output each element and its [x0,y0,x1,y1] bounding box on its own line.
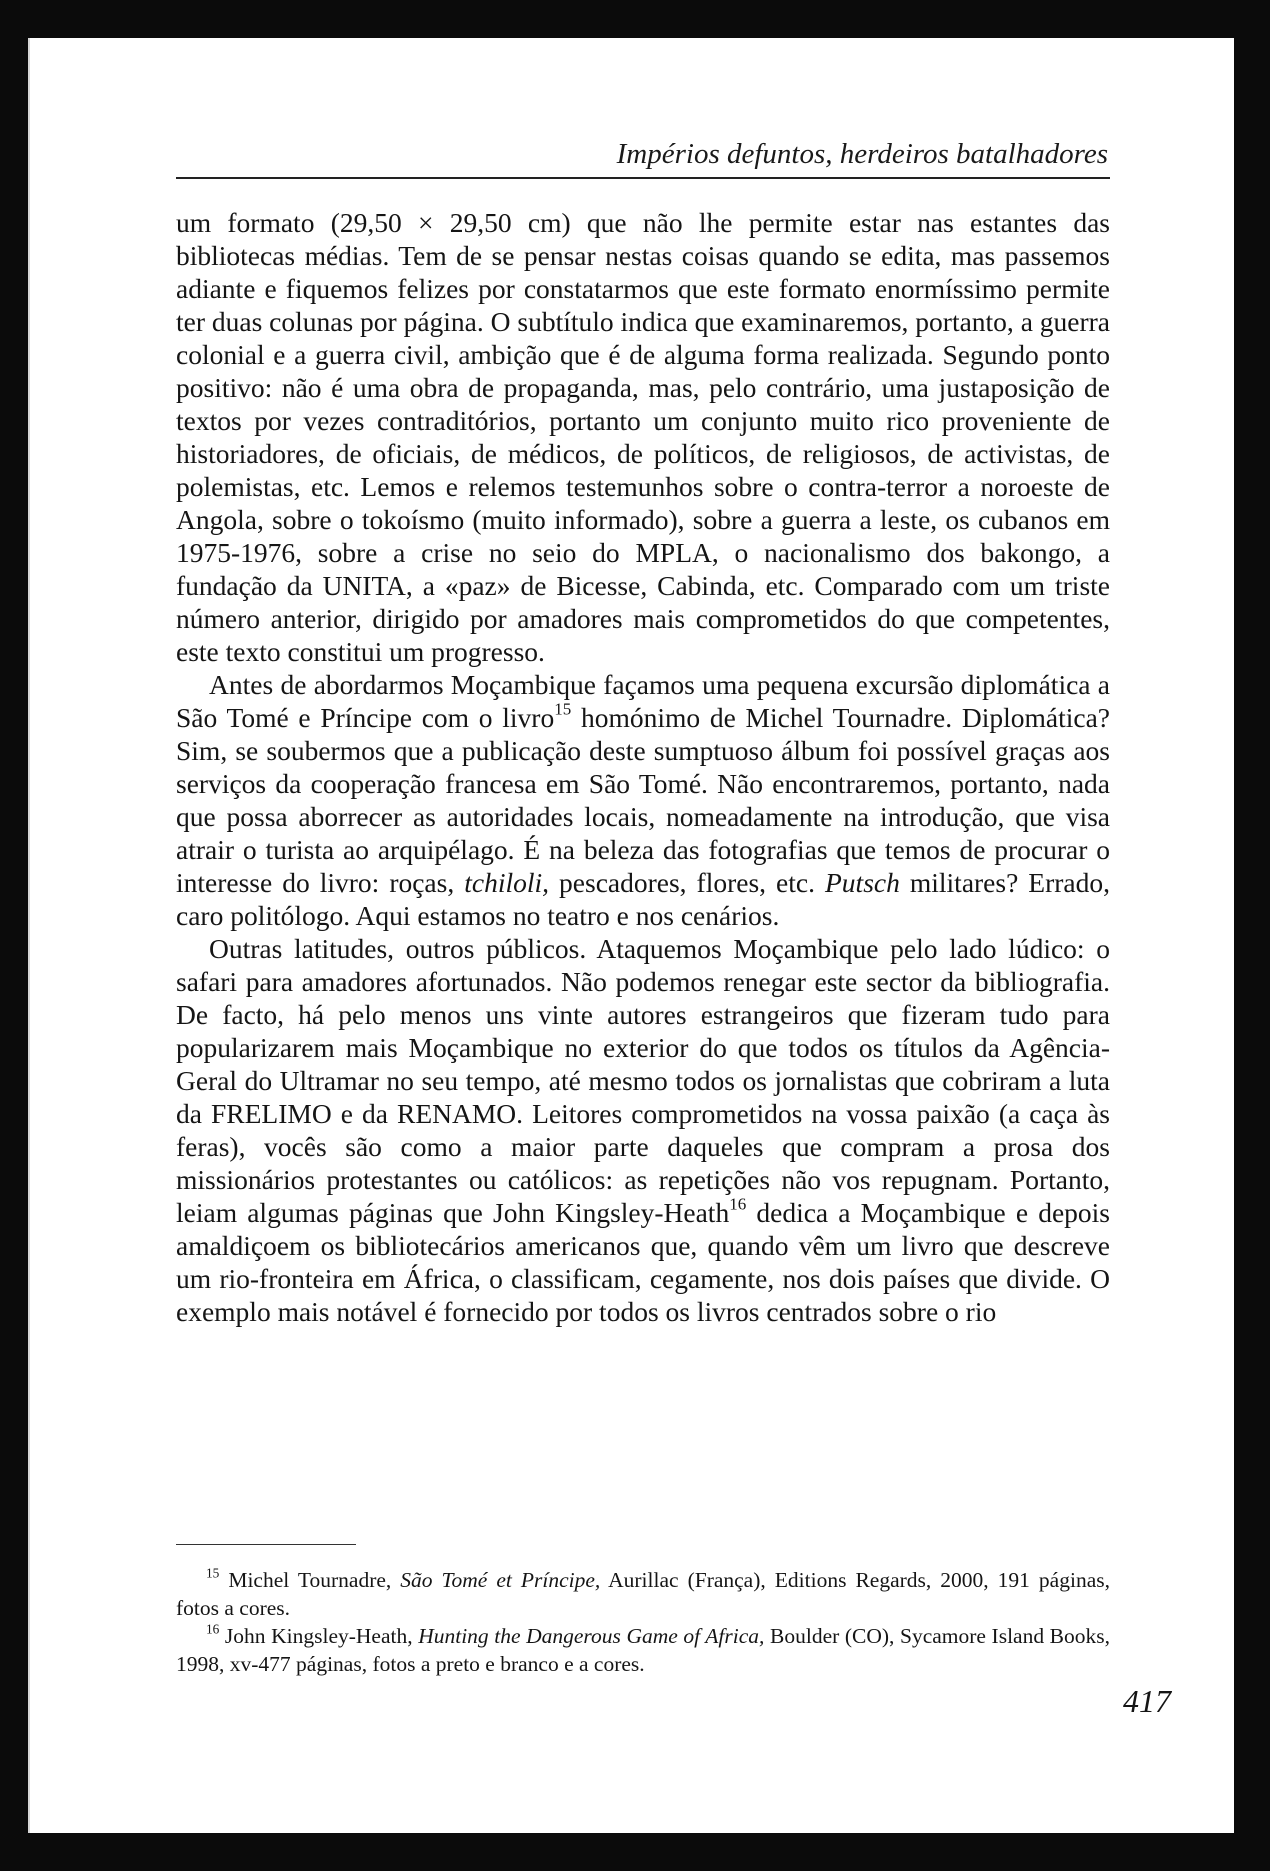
paragraph-3 [176,932,1110,1328]
paragraph-2 [176,668,1110,932]
footnote-15 [176,1566,1110,1622]
footnote-number: 16 [206,1621,220,1637]
page-number: 417 [1123,1683,1171,1719]
italic-term-tchiloli: tchiloli, [464,867,550,898]
footnote-author: Michel Tournadre, [219,1568,401,1592]
paragraph-3-text-b: dedica a Moçambique e depois amaldiçoem os bibliotecários americanos que, quando vêm um livro que descreve um rio-fronteira em África, o classificam, cegamente, nos dois países que divide. O exemplo mais notável é fornecido por todos os livros centrados sobre o rio [176,1197,1110,1327]
running-head: Impérios defuntos, herdeiros batalhadores [616,138,1108,170]
footnote-rule [176,1544,356,1545]
footnote-ref-15: 15 [554,699,572,719]
header-rule [176,177,1110,179]
footnote-title: São Tomé et Príncipe, [400,1568,601,1592]
footnote-details: Boulder (CO), Sycamore Island Books, 1998, xv-477 páginas, fotos a preto e branco e a cores. [176,1624,1111,1676]
footnote-number: 15 [206,1565,220,1581]
page-gutter-edge [28,38,30,1833]
footnote-details: Aurillac (França), Editions Regards, 2000, 191 páginas, fotos a cores. [176,1568,1110,1620]
body-text [176,206,1110,1328]
paragraph-2-text-b: homónimo de Michel Tournadre. Diplomática? Sim, se soubermos que a publicação deste sumptuoso álbum foi possível graças aos serviços da cooperação francesa em São Tomé. Não encontraremos, portanto, nada que possa aborrecer as autoridades locais, nomeadamente na introdução, que visa atrair o turista ao arquipélago. É na beleza das fotografias que temos de procurar o interesse do livro: roças, [176,702,1110,898]
italic-term-putsch: Putsch [825,867,900,898]
book-page [28,38,1234,1833]
paragraph-1: um formato (29,50 × 29,50 cm) que não lhe permite estar nas estantes das bibliotecas médias. Tem de se pensar nestas coisas quando se edita, mas passemos adiante e fiquemos felizes por constatarmos que este formato enormíssimo permite ter duas colunas por página. O subtítulo indica que examinaremos, portanto, a guerra colonial e a guerra civil, ambição que é de alguma forma realizada. Segundo ponto positivo: não é uma obra de propaganda, mas, pelo contrário, uma justaposição de textos por vezes contraditórios, portanto um conjunto muito rico proveniente de historiadores, de oficiais, de médicos, de políticos, de religiosos, de activistas, de polemistas, etc. Lemos e relemos testemunhos sobre o contra-terror a noroeste de Angola, sobre o tokoísmo (muito informado), sobre a guerra a leste, os cubanos em 1975-1976, sobre a crise no seio do MPLA, o nacionalismo dos bakongo, a fundação da UNITA, a «paz» de Bicesse, Cabinda, etc. Comparado com um triste número anterior, dirigido por amadores mais comprometidos do que competentes, este texto constitui um progresso. [176,207,1110,667]
footnote-ref-16: 16 [729,1194,747,1214]
paragraph-2-text-c: pescadores, flores, etc. [549,867,825,898]
footnotes [176,1566,1110,1678]
paragraph-2-text-d: militares? Errado, caro politólogo. Aqui estamos no teatro e nos cenários. [176,867,1111,931]
footnote-16 [176,1622,1110,1678]
paragraph-3-text-a: Outras latitudes, outros públicos. Ataquemos Moçambique pelo lado lúdico: o safari para amadores afortunados. Não podemos renegar este sector da bibliografia. De facto, há pelo menos uns vinte autores estrangeiros que fizeram tudo para popularizarem mais Moçambique no exterior do que todos os títulos da Agência-Geral do Ultramar no seu tempo, até mesmo todos os jornalistas que cobriram a luta da FRELIMO e da RENAMO. Leitores comprometidos na vossa paixão (a caça às feras), vocês são como a maior parte daqueles que compram a prosa dos missionários protestantes ou católicos: as repetições não vos repugnam. Portanto, leiam algumas páginas que John Kingsley-Heath [176,933,1110,1228]
footnote-title: Hunting the Dangerous Game of Africa, [418,1624,765,1648]
paragraph-2-text-a: Antes de abordarmos Moçambique façamos uma pequena excursão diplomática a São Tomé e Príncipe com o livro [176,669,1110,733]
footnote-author: John Kingsley-Heath, [219,1624,419,1648]
